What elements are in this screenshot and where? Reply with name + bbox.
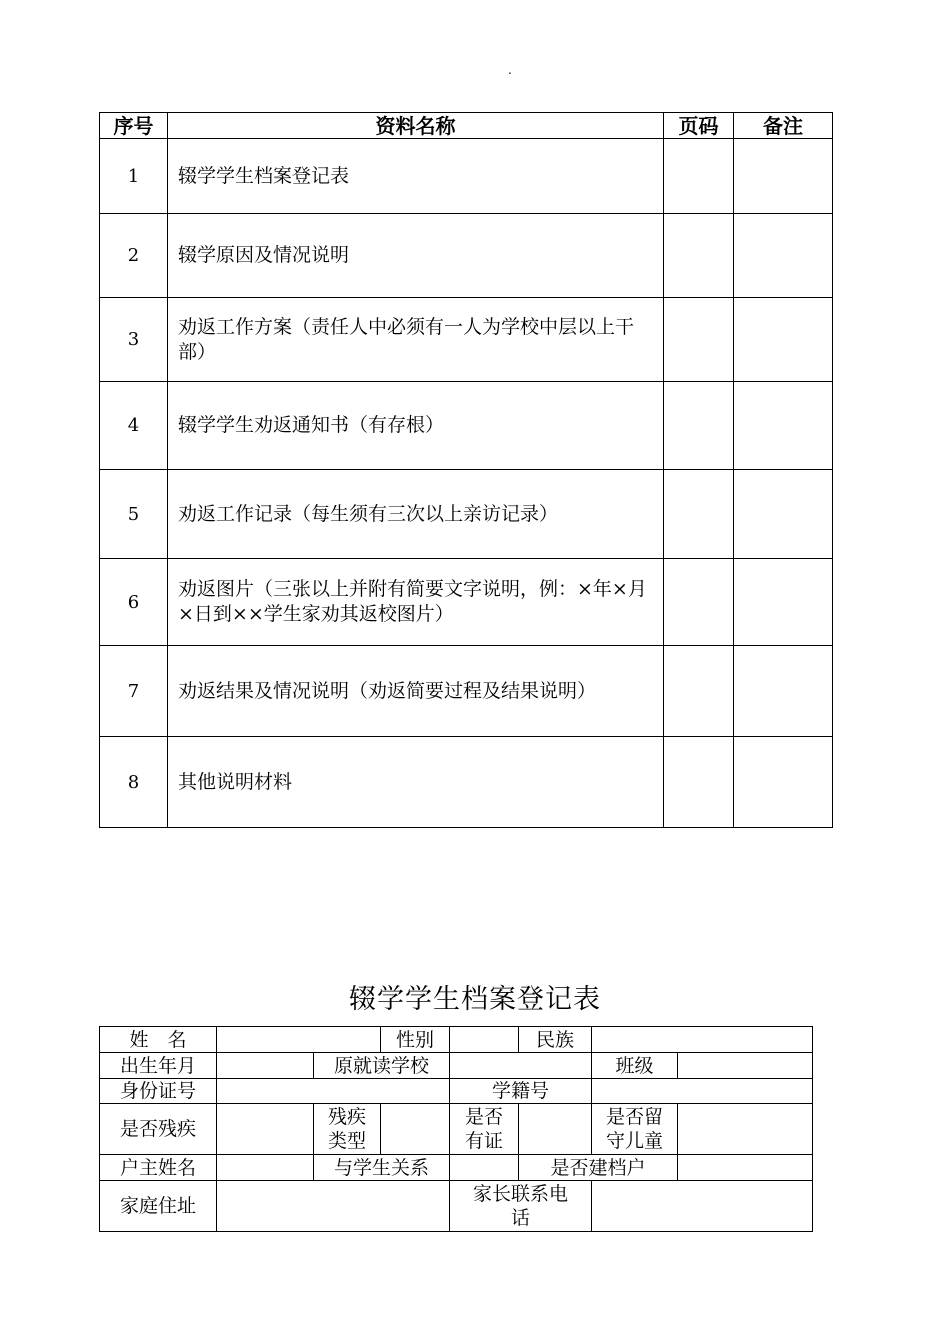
row-remark[interactable] [734,646,833,737]
table-row [100,214,833,298]
field-class[interactable] [678,1053,813,1079]
row-page[interactable] [664,298,734,382]
label-has-certificate: 是否有证 [450,1104,519,1155]
header-remark: 备注 [734,113,833,139]
contents-header-row [100,113,833,139]
form-row-name [100,1027,813,1053]
field-left-behind[interactable] [678,1104,813,1155]
table-row [100,298,833,382]
row-name: 辍学原因及情况说明 [168,214,664,298]
row-name: 劝返图片（三张以上并附有简要文字说明，例：×年×月×日到××学生家劝其返校图片） [168,559,664,646]
field-disabled[interactable] [217,1104,314,1155]
field-former-school[interactable] [450,1053,592,1079]
form-row-birth [100,1053,813,1079]
field-poverty-file[interactable] [678,1155,813,1181]
row-remark[interactable] [734,382,833,470]
field-ethnicity[interactable] [592,1027,813,1053]
table-row [100,737,833,828]
row-page[interactable] [664,737,734,828]
row-name: 劝返结果及情况说明（劝返简要过程及结果说明） [168,646,664,737]
row-index: 1 [100,139,168,214]
row-remark[interactable] [734,737,833,828]
field-student-number[interactable] [592,1079,813,1104]
row-remark[interactable] [734,139,833,214]
row-index: 3 [100,298,168,382]
label-relation: 与学生关系 [314,1155,450,1181]
field-address[interactable] [217,1181,450,1232]
row-index: 7 [100,646,168,737]
registration-form [99,1026,813,1232]
row-page[interactable] [664,382,734,470]
row-remark[interactable] [734,298,833,382]
table-row [100,646,833,737]
field-parent-phone[interactable] [592,1181,813,1232]
row-page[interactable] [664,214,734,298]
header-name: 资料名称 [168,113,664,139]
label-student-number: 学籍号 [450,1079,592,1104]
label-former-school: 原就读学校 [314,1053,450,1079]
form-row-id [100,1079,813,1104]
header-dot: . [508,63,512,77]
row-name: 其他说明材料 [168,737,664,828]
field-name[interactable] [217,1027,381,1053]
row-page[interactable] [664,139,734,214]
table-row [100,470,833,559]
field-birth[interactable] [217,1053,314,1079]
contents-table [99,112,833,828]
header-index: 序号 [100,113,168,139]
label-name: 姓 名 [100,1027,217,1053]
row-remark[interactable] [734,559,833,646]
field-householder[interactable] [217,1155,314,1181]
row-index: 8 [100,737,168,828]
header-page: 页码 [664,113,734,139]
row-remark[interactable] [734,470,833,559]
label-birth: 出生年月 [100,1053,217,1079]
label-id-number: 身份证号 [100,1079,217,1104]
row-page[interactable] [664,559,734,646]
label-poverty-file: 是否建档户 [519,1155,678,1181]
table-row [100,382,833,470]
form-row-disability [100,1104,813,1155]
field-gender[interactable] [450,1027,519,1053]
row-index: 5 [100,470,168,559]
field-has-certificate[interactable] [519,1104,592,1155]
form-row-householder [100,1155,813,1181]
label-gender: 性别 [381,1027,450,1053]
label-address: 家庭住址 [100,1181,217,1232]
row-name: 劝返工作记录（每生须有三次以上亲访记录） [168,470,664,559]
form-row-address [100,1181,813,1232]
row-page[interactable] [664,646,734,737]
field-disability-type[interactable] [381,1104,450,1155]
label-disability-type: 残疾类型 [314,1104,381,1155]
row-page[interactable] [664,470,734,559]
row-index: 6 [100,559,168,646]
row-name: 辍学学生档案登记表 [168,139,664,214]
row-index: 2 [100,214,168,298]
row-index: 4 [100,382,168,470]
label-parent-phone: 家长联系电话 [450,1181,592,1232]
row-name: 辍学学生劝返通知书（有存根） [168,382,664,470]
field-id-number[interactable] [217,1079,450,1104]
label-householder: 户主姓名 [100,1155,217,1181]
row-remark[interactable] [734,214,833,298]
field-relation[interactable] [450,1155,519,1181]
label-left-behind: 是否留守儿童 [592,1104,678,1155]
row-name: 劝返工作方案（责任人中必须有一人为学校中层以上干部） [168,298,664,382]
form-title: 辍学学生档案登记表 [349,984,601,1015]
label-ethnicity: 民族 [519,1027,592,1053]
label-disabled: 是否残疾 [100,1104,217,1155]
table-row [100,559,833,646]
table-row [100,139,833,214]
label-class: 班级 [592,1053,678,1079]
